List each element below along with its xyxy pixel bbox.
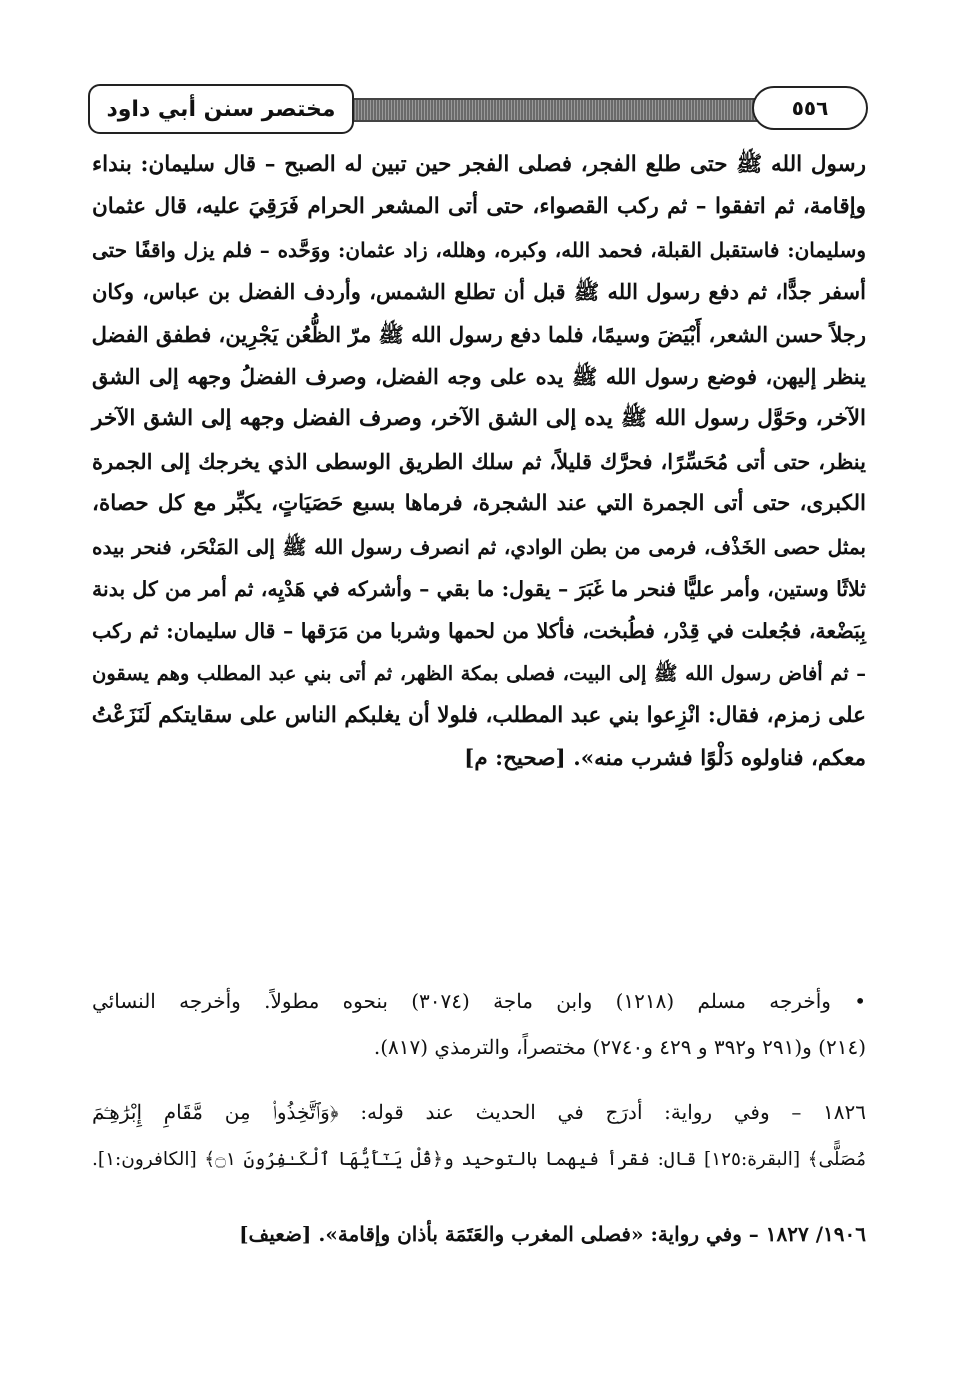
text-line: معكم، فناولوه دَلْوًا فشرب منه». [صحيح: م] (464, 745, 866, 771)
takhrij-line: • وأخرجه مسلم (١٢١٨) وابن ماجة (٣٠٧٤) بنحوه مطولاً. وأخرجه النسائي (92, 989, 867, 1013)
hadith-text (92, 144, 866, 780)
page-number: ٥٥٦ (752, 86, 868, 130)
text-line: ينظر، حتى أتى مُحَسِّرًا، فحرَّك قليلاً، ثم سلك الطريق الوسطى الذي يخرجك إلى الجمرة (92, 448, 866, 474)
text-line: ثلاثًا وستين، وأمر عليًّا فنحر ما غَبَرَ – يقول: ما بقي – وأشركه في هَدْيِه، ثم أمر من كل بدنة (92, 577, 866, 602)
book-title: مختصر سنن أبي داود (88, 84, 354, 134)
takhrij-note (92, 978, 866, 1070)
text-line: بمثل حصى الخَذْف، فرمى من بطن الوادي، ثم انصرف رسول الله ﷺ إلى المَنْحَر، فنحر بيده (92, 534, 866, 559)
riwaya-line: مُصَلًّى﴾ [البقرة:١٢٥] قال: فقرأ فيهما بالتوحيد و﴿قُلْ يَـٰٓأَيُّهَا ٱلْكَـٰفِرُونَ ۝١﴾ [الكافرون:١]. (92, 1149, 866, 1170)
text-line: – ثم أفاض رسول الله ﷺ إلى البيت، فصلى بمكة الظهر، ثم أتى بني عبد المطلب وهم يسقون (92, 661, 866, 685)
text-line: ينظر إليهن، فوضع رسول الله ﷺ يده على وجه الفضل، وصرف الفضلُ وجهه إلى الشق (92, 364, 866, 390)
text-line: رسول الله ﷺ حتى طلع الفجر، فصلى الفجر حين تبين له الصبح – قال سليمان: بنداء (92, 152, 866, 177)
hadith-grade: [ضعيف] (239, 1222, 312, 1246)
riwaya-line: ١٨٢٦ – وفي رواية: أدرَج في الحديث عند قوله: ﴿وَٱتَّخِذُوا۟ مِن مَّقَامِ إِبْرَٰهِـۧمَ (92, 1100, 866, 1124)
text-line: وسليمان: فاستقبل القبلة، فحمد الله، وكبره، وهلله، زاد عثمان: ووَحَّده – فلم يزل واقفًا حتى (92, 237, 866, 262)
page-header (88, 84, 868, 136)
text-line: بِبَضْعة، فجُعلت في قِدْر، فطُبخت، فأكلا من لحمها وشربا من مَرَقها – قال سليمان: ثم ركب (92, 619, 866, 644)
text-line: الآخر، وحَوَّل رسول الله ﷺ يده إلى الشق الآخر، وصرف الفضل وجهه إلى الشق الآخر (92, 406, 866, 432)
text-line: أسفر جدًّا، ثم دفع رسول الله ﷺ قبل أن تطلع الشمس، وأردف الفضل بن عباس، وكان (92, 279, 866, 305)
text-line: وإقامة، ثم اتفقوا – ثم ركب القصواء، حتى أتى المشعر الحرام فَرَقِيَ عليه، قال عثمان (92, 194, 866, 220)
header-decorative-band (338, 98, 758, 122)
text-line: على زمزم، فقال: انْزِعوا بني عبد المطلب، فلولا أن يغلبكم الناس على سقايتكم لَنَزَعْتُ (91, 703, 866, 729)
text-line: رجلاً حسن الشعر، أَبْيَضَ وسيمًا، فلما دفع رسول الله ﷺ مرّ الظُّعُن يَجْرِين، فطفق الفضل (91, 321, 866, 347)
riwaya-1827-text: ١٩٠٦/ ١٨٢٧ – وفي رواية: «فصلى المغرب والعَتَمَة بأذان وإقامة». (318, 1222, 866, 1246)
takhrij-line: (٢١٤) و(٢٩١ و٣٩٢ و ٤٢٩ و٢٧٤٠) مختصراً، والترمذي (٨١٧). (373, 1035, 866, 1059)
riwaya-1826 (92, 1088, 866, 1184)
riwaya-1827 (92, 1214, 866, 1254)
text-line: الكبرى، حتى أتى الجمرة التي عند الشجرة، فرماها بسبع حَصَيَاتٍ، يكبِّر مع كل حصاة، (92, 491, 866, 517)
